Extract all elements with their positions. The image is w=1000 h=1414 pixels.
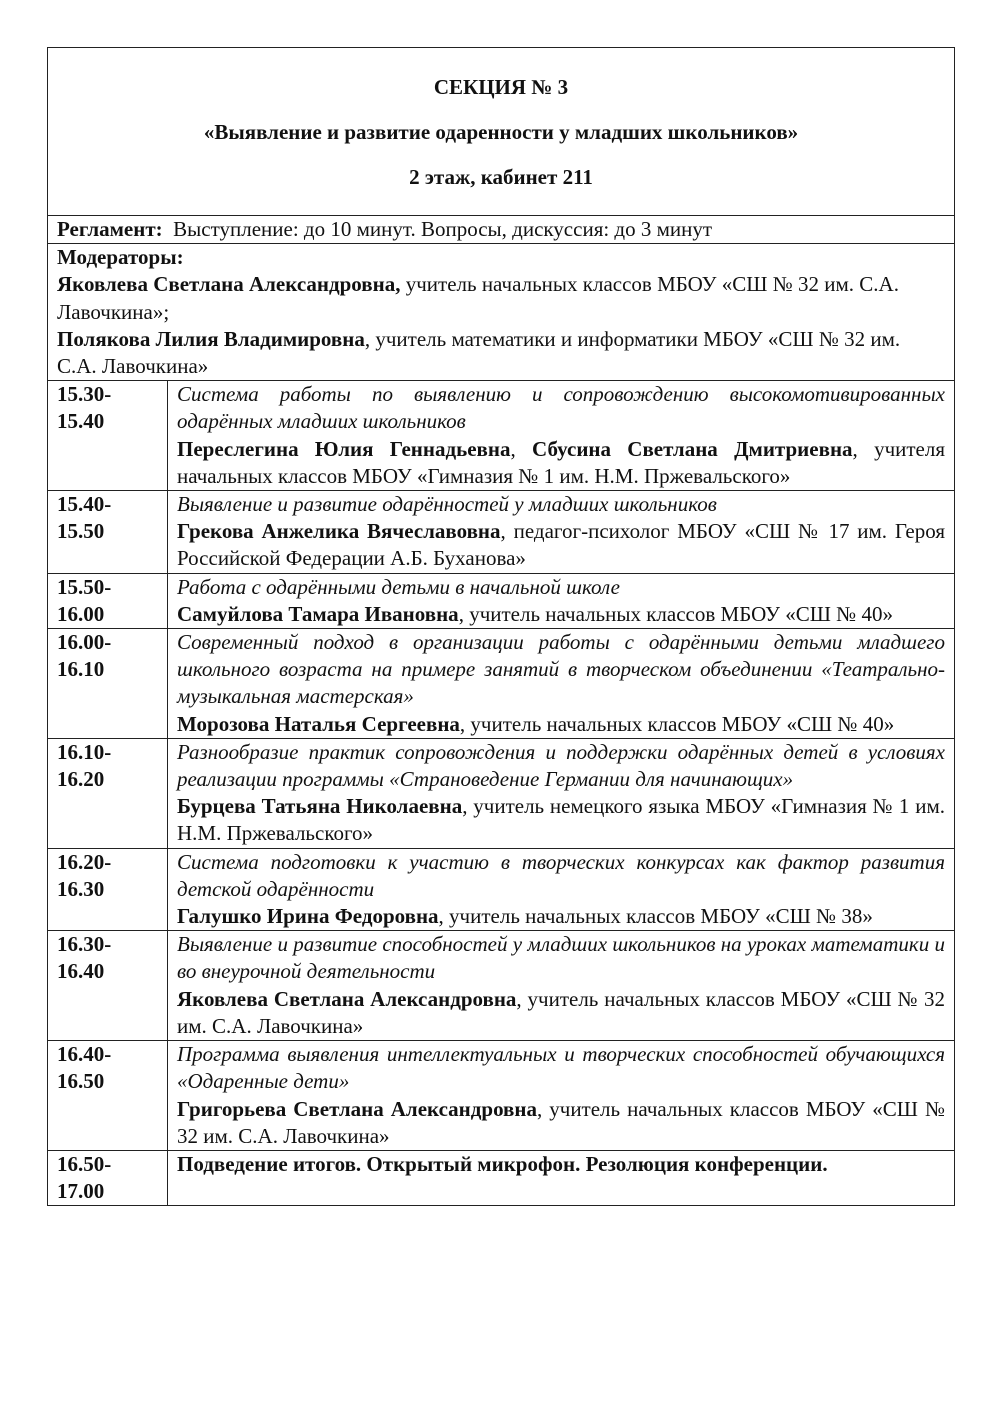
talk-speaker: Переслегина Юлия Геннадьевна, Сбусина Светлана Дмитриевна, учителя начальных классов МБОУ «Гимназия № 1 им. Н.М. Пржевальского» [177, 436, 946, 488]
talk-speaker [177, 986, 945, 1040]
speaker-details: , учитель начальных классов МБОУ «СШ № 38» [438, 904, 873, 929]
moderators-label: Модераторы: [57, 245, 184, 270]
speaker-details: , учитель начальных классов МБОУ «СШ № 40» [459, 711, 895, 736]
regulation-label: Регламент: [57, 217, 163, 241]
time-slot: 15.30- 15.40 [48, 381, 168, 491]
speaker-name: Григорьева Светлана Александровна [177, 1096, 538, 1121]
regulation-cell [48, 216, 955, 244]
talk-topic: Выявление и развитие способностей у младших школьников на уроках математики и во внеурочной деятельности [177, 932, 945, 984]
moderator-role: , учитель математики и информатики МБОУ «СШ № 32 им. С.А. Лавочкина» [57, 326, 901, 379]
speaker-name: Грекова Анжелика Вячеславовна [177, 519, 501, 544]
talk-speaker [177, 711, 945, 738]
time-slot: 16.50- 17.00 [48, 1150, 168, 1205]
time-slot: 16.40- 16.50 [48, 1041, 168, 1151]
moderator-name: Яковлева Светлана Александровна, [57, 272, 401, 297]
speaker-name: Самуйлова Тамара Ивановна [177, 601, 459, 626]
speaker-details: , учитель начальных классов МБОУ «СШ № 40» [458, 601, 893, 626]
talk-speaker [177, 601, 945, 628]
section-header-row [48, 48, 955, 216]
talk-cell [168, 573, 955, 628]
moderator-role: учитель начальных классов МБОУ «СШ № 32 им. С.А. Лавочкина»; [57, 272, 899, 324]
talk-topic: Система подготовки к участию в творческих конкурсах как фактор развития детской одарённости [177, 849, 945, 901]
closing-text: Подведение итогов. Открытый микрофон. Резолюция конференции. [168, 1150, 955, 1205]
talk-topic: Выявление и развитие одарённостей у младших школьников [177, 492, 717, 517]
schedule-row [48, 573, 955, 628]
schedule-row [48, 1041, 955, 1151]
speaker-name: Бурцева Татьяна Николаевна [177, 794, 463, 819]
talk-cell [168, 848, 955, 931]
talk-cell [168, 381, 955, 491]
moderator-item [57, 271, 945, 325]
regulation-row [48, 216, 955, 244]
talk-cell [168, 491, 955, 574]
talk-speaker [177, 1096, 945, 1150]
speaker-name: Сбусина Светлана Дмитриевна [532, 436, 853, 461]
moderators-row [48, 244, 955, 381]
section-location: 2 этаж, кабинет 211 [409, 165, 593, 189]
time-slot: 15.40- 15.50 [48, 491, 168, 574]
program-table [47, 47, 955, 1206]
talk-topic: Система работы по выявлению и сопровождению высокомотивированных одарённых младших школьников [177, 382, 945, 434]
talk-cell [168, 931, 955, 1041]
document-page [47, 47, 954, 1206]
talk-topic: Работа с одарёнными детьми в начальной школе [177, 574, 620, 599]
talk-cell [168, 1041, 955, 1151]
section-header [48, 48, 955, 216]
schedule-row [48, 629, 955, 739]
time-slot: 16.00- 16.10 [48, 629, 168, 739]
speaker-details: , учитель немецкого языка МБОУ «Гимназия № 1 им. Н.М. Пржевальского» [177, 794, 945, 846]
talk-cell [168, 629, 955, 739]
speaker-details: , педагог-психолог МБОУ «СШ № 17 им. Героя Российской Федерации А.Б. Буханова» [177, 519, 945, 571]
speaker-details: , учитель начальных классов МБОУ «СШ № 32 им. С.А. Лавочкина» [177, 1096, 945, 1148]
moderator-item [57, 326, 945, 380]
speaker-name: Переслегина Юлия Геннадьевна [177, 436, 511, 461]
schedule-row [48, 738, 955, 848]
talk-speaker [177, 903, 945, 930]
speaker-name: Галушко Ирина Федоровна [177, 904, 439, 929]
time-slot: 16.20- 16.30 [48, 848, 168, 931]
moderator-name: Полякова Лилия Владимировна [57, 326, 365, 351]
time-slot: 15.50- 16.00 [48, 573, 168, 628]
talk-cell [168, 738, 955, 848]
time-slot: 16.30- 16.40 [48, 931, 168, 1041]
schedule-row [48, 931, 955, 1041]
speaker-name: Морозова Наталья Сергеевна [177, 711, 460, 736]
speaker-details: , учитель начальных классов МБОУ «СШ № 32 им. С.А. Лавочкина» [177, 986, 945, 1038]
talk-speaker [177, 793, 945, 847]
section-title: СЕКЦИЯ № 3 [433, 75, 569, 99]
schedule-row [48, 848, 955, 931]
talk-speaker [177, 518, 945, 572]
talk-topic: Разнообразие практик сопровождения и поддержки одарённых детей в условиях реализации программы «Страноведение Германии для начинающих» [177, 739, 945, 792]
schedule-row [48, 491, 955, 574]
talk-topic: Программа выявления интеллектуальных и творческих способностей обучающихся «Одаренные дети» [177, 1042, 945, 1094]
time-slot: 16.10- 16.20 [48, 738, 168, 848]
schedule-row [48, 381, 955, 491]
speaker-name: Яковлева Светлана Александровна [177, 986, 517, 1011]
talk-topic: Современный подход в организации работы с одарёнными детьми младшего школьного возраста на примере занятий в творческом объединении «Театрально-музыкальная мастерская» [177, 630, 945, 709]
section-topic: «Выявление и развитие одаренности у младших школьников» [203, 120, 799, 144]
regulation-text: Выступление: до 10 минут. Вопросы, дискуссия: до 3 минут [173, 217, 713, 241]
moderators-cell [48, 244, 955, 381]
closing-row [48, 1150, 955, 1205]
speaker-details: , учителя начальных классов МБОУ «Гимназия № 1 им. Н.М. Пржевальского» [177, 436, 946, 488]
